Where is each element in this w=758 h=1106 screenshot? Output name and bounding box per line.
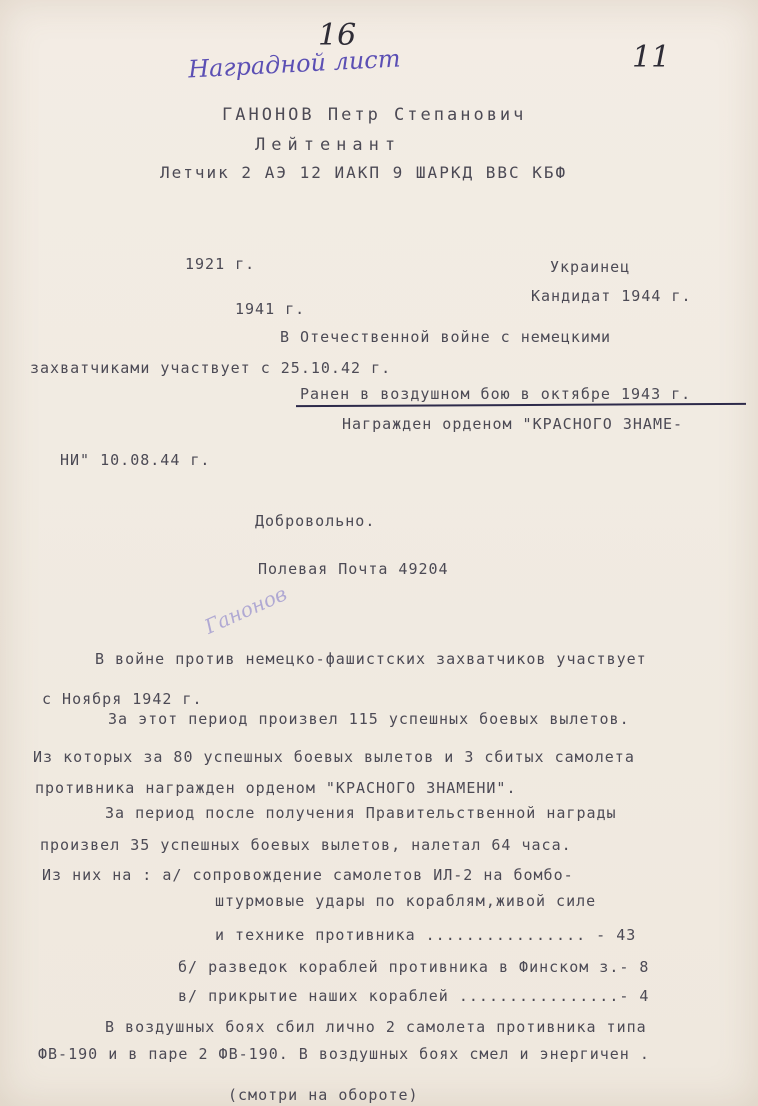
body-line-13: В воздушных боях сбил лично 2 самолета противника типа (105, 1018, 647, 1036)
body-line-12: в/ прикрытие наших кораблей ................- 4 (178, 987, 650, 1005)
party-membership: Кандидат 1944 г. (531, 287, 692, 305)
intro-line-1: В Отечественной войне с немецкими (280, 328, 612, 346)
person-name: ГАНОНОВ Петр Степанович (222, 105, 527, 125)
handwritten-form-title: Наградной лист (187, 44, 402, 84)
service-since: 1941 г. (235, 300, 306, 318)
person-position: Летчик 2 АЭ 12 ИАКП 9 ШАРКД ВВС КБФ (160, 163, 568, 182)
body-line-10: и технике противника ................ - 43 (215, 926, 637, 944)
field-post-address: Полевая Почта 49204 (258, 560, 449, 578)
body-line-3: За этот период произвел 115 успешных боевых вылетов. (108, 710, 630, 728)
nationality: Украинец (550, 258, 631, 276)
body-line-8: Из них на : а/ сопровождение самолетов ИЛ-2 на бомбо- (42, 866, 574, 884)
body-line-15: (смотри на обороте) (228, 1086, 419, 1104)
body-line-7: произвел 35 успешных боевых вылетов, налетал 64 часа. (40, 836, 572, 854)
body-line-14: ФВ-190 и в паре 2 ФВ-190. В воздушных боях смел и энергичен . (38, 1045, 650, 1063)
handwritten-number: 16 (318, 18, 357, 53)
body-line-1: В войне против немецко-фашистских захватчиков участвует (95, 650, 647, 668)
body-line-11: б/ разведок кораблей противника в Финском з.- 8 (178, 958, 650, 976)
body-line-9: штурмовые удары по кораблям,живой силе (215, 892, 597, 910)
body-line-6: За период после получения Правительственной награды (105, 804, 617, 822)
intro-line-4: Награжден орденом "КРАСНОГО ЗНАМЕ- (342, 415, 684, 433)
handwritten-underline (296, 403, 746, 407)
body-line-2: с Ноября 1942 г. (42, 690, 203, 708)
page-number: 11 (632, 40, 671, 75)
signature: Ганонов (200, 581, 291, 639)
birth-year: 1921 г. (185, 255, 256, 273)
body-line-5: противника награжден орденом "КРАСНОГО ЗНАМЕНИ". (35, 779, 517, 797)
intro-line-2: захватчиками участвует с 25.10.42 г. (30, 359, 392, 377)
intro-line-5: НИ" 10.08.44 г. (60, 451, 211, 469)
intro-line-3: Ранен в воздушном бою в октябре 1943 г. (300, 385, 692, 403)
body-line-4: Из которых за 80 успешных боевых вылетов и 3 сбитых самолета (33, 748, 635, 766)
person-rank: Лейтенант (255, 135, 402, 155)
conscription: Добровольно. (255, 512, 376, 530)
